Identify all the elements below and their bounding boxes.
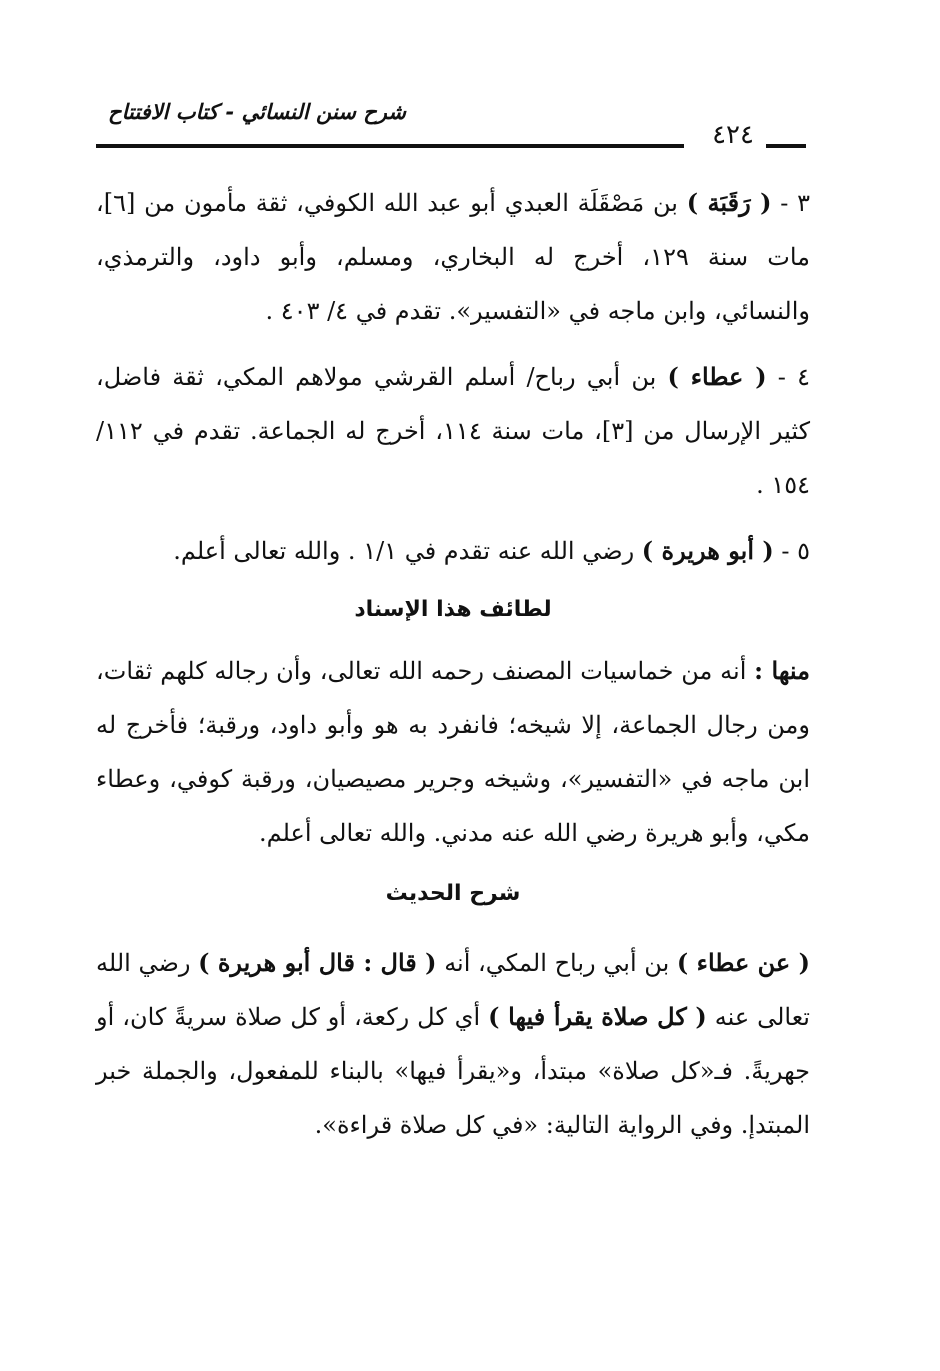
latāif-lead: منها : <box>754 656 811 685</box>
narrator-text: بن أبي رباح/ أسلم القرشي مولاهم المكي، ثقة فاضل، كثير الإرسال من [٣]، مات سنة ١١٤، أخرج له الجماعة. تقدم في ١١٢/ ١٥٤ . <box>96 363 810 499</box>
narrator-entry-3 <box>96 176 810 338</box>
sharh-quote-1: ( عن عطاء ) <box>676 948 810 977</box>
sharh-quote-2: ( قال : قال أبو هريرة ) <box>198 948 437 977</box>
narrator-entry-4 <box>96 350 810 512</box>
narrator-number: ٤ - <box>777 363 810 391</box>
narrator-name: ( رَقَبَة ) <box>686 188 772 217</box>
narrator-text: رضي الله عنه تقدم في ١/١ . والله تعالى أعلم. <box>173 537 635 565</box>
narrator-text: بن مَصْقَلَة العبدي أبو عبد الله الكوفي، ثقة مأمون من [٦]، مات سنة ١٢٩، أخرج له البخاري، ومسلم، وأبو داود، والترمذي، والنسائي، وابن ماجه في «التفسير». تقدم في ٤/ ٤٠٣ . <box>96 189 810 325</box>
sharh-text-2: رضي الله تعالى عنه <box>96 949 810 1031</box>
sharh-quote-3: ( كل صلاة يقرأ فيها ) <box>488 1002 707 1031</box>
header-rule <box>96 144 684 148</box>
narrator-name: ( أبو هريرة ) <box>641 536 774 565</box>
section-heading-sharh: شرح الحديث <box>385 881 521 906</box>
sharh-paragraph <box>96 936 810 1152</box>
narrator-entry-5 <box>96 524 810 578</box>
header-title: شرح سنن النسائي - كتاب الافتتاح <box>108 100 406 124</box>
narrator-number: ٥ - <box>781 537 810 565</box>
latāif-paragraph <box>96 644 810 860</box>
page-number-rule <box>766 144 806 148</box>
narrator-name: ( عطاء ) <box>667 362 767 391</box>
section-heading-latāif: لطائف هذا الإسناد <box>354 597 552 622</box>
page-body <box>96 176 810 1162</box>
narrator-number: ٣ - <box>780 189 811 217</box>
running-header <box>96 100 806 160</box>
sharh-text-1: بن أبي رباح المكي، أنه <box>444 949 670 977</box>
page-number: ٤٢٤ <box>712 120 754 150</box>
sharh-text-3: أي كل ركعة، أو كل صلاة سريةً كان، أو جهريةً. فـ«كل صلاة» مبتدأ، و«يقرأ فيها» بالبناء للمفعول، والجملة خبر المبتدإ. وفي الرواية التالية: «في كل صلاة قراءة». <box>96 1003 810 1139</box>
latāif-text: أنه من خماسيات المصنف رحمه الله تعالى، وأن رجاله كلهم ثقات، ومن رجال الجماعة، إلا شيخه؛ فانفرد به هو وأبو داود، ورقبة؛ فأخرج له ابن ماجه في «التفسير»، وشيخه وجرير مصيصيان، ورقبة كوفي، وعطاء مكي، وأبو هريرة رضي الله عنه مدني. والله تعالى أعلم. <box>96 657 810 847</box>
